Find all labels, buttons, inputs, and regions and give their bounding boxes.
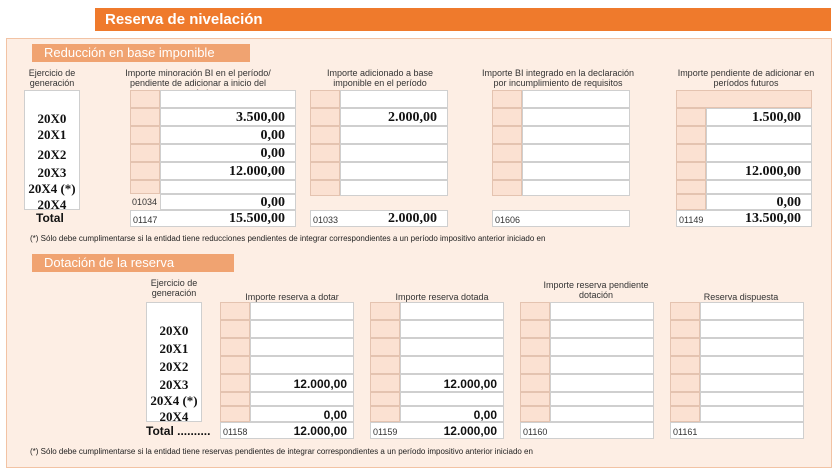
value-cell[interactable]	[550, 320, 654, 338]
section-title-reduccion: Reducción en base imponible	[32, 44, 250, 62]
year-label: 20X2	[37, 147, 67, 162]
value-cell[interactable]	[400, 392, 504, 406]
value-cell[interactable]: 0,00	[400, 406, 504, 422]
value-cell[interactable]	[550, 356, 654, 374]
total-value[interactable]: 2.000,00	[388, 211, 437, 226]
field-code: 01147	[133, 215, 158, 225]
value-cell[interactable]	[550, 392, 654, 406]
value-cell[interactable]: 0,00	[160, 144, 296, 162]
field-code: 01606	[495, 215, 521, 225]
value-cell[interactable]	[550, 338, 654, 356]
value-cell[interactable]: 2.000,00	[340, 108, 448, 126]
total-value[interactable]: 12.000,00	[443, 424, 497, 438]
header-integrado: Importe BI integrado en la declaración por incumplimiento de requisitos	[481, 68, 635, 88]
header-reserva-dispuesta: Reserva dispuesta	[703, 292, 779, 302]
header-ejercicio: Ejercicio de generación	[28, 68, 76, 88]
field-code: 01161	[673, 427, 698, 437]
value-cell[interactable]	[700, 392, 804, 406]
value-cell[interactable]	[340, 162, 448, 180]
year-column	[24, 90, 80, 210]
field-code: 01159	[373, 427, 398, 437]
field-code: 01160	[523, 427, 548, 437]
value-cell[interactable]	[522, 144, 630, 162]
year-label: 20X3	[159, 377, 189, 392]
value-cell[interactable]	[400, 338, 504, 356]
value-cell[interactable]	[340, 180, 448, 196]
value-cell[interactable]: 12.000,00	[160, 162, 296, 180]
total-label: Total ..........	[146, 424, 211, 438]
header-minoracion: Importe minoración BI en el período/ pendiente de adicionar a inicio del	[125, 68, 271, 88]
header-pendiente: Importe pendiente de adicionar en períodos futuros	[677, 68, 815, 88]
total-row-dotar	[220, 422, 354, 439]
value-cell[interactable]	[700, 338, 804, 356]
value-cell[interactable]	[706, 180, 812, 194]
value-cell[interactable]: 3.500,00	[160, 108, 296, 126]
value-cell[interactable]: 0,00	[706, 194, 812, 210]
value-cell[interactable]	[700, 356, 804, 374]
year-label: 20X3	[37, 165, 67, 180]
value-cell[interactable]	[700, 320, 804, 338]
value-cell[interactable]	[522, 126, 630, 144]
value-cell[interactable]	[250, 392, 354, 406]
value-cell[interactable]	[340, 126, 448, 144]
value-cell[interactable]	[250, 356, 354, 374]
value-cell[interactable]	[522, 180, 630, 196]
header-ejercicio: Ejercicio de generación	[150, 278, 198, 298]
value-cell[interactable]	[550, 374, 654, 392]
value-cell[interactable]: 1.500,00	[706, 108, 812, 126]
value-cell[interactable]	[700, 374, 804, 392]
total-label: Total	[36, 211, 64, 225]
value-cell[interactable]: 12.000,00	[400, 374, 504, 392]
value-cell[interactable]	[400, 320, 504, 338]
section-title-dotacion: Dotación de la reserva	[32, 254, 234, 272]
field-code: 01158	[223, 427, 248, 437]
header-reserva-dotada: Importe reserva dotada	[395, 292, 489, 302]
header-reserva-dotar: Importe reserva a dotar	[245, 292, 339, 302]
year-label: 20X4 (*)	[150, 393, 198, 408]
value-cell[interactable]: 0,00	[160, 126, 296, 144]
total-value[interactable]: 15.500,00	[229, 211, 285, 226]
value-cell[interactable]: 0,00	[250, 406, 354, 422]
value-cell[interactable]	[706, 144, 812, 162]
value-cell[interactable]	[340, 144, 448, 162]
value-cell[interactable]	[250, 338, 354, 356]
total-row-adicionado	[310, 210, 448, 227]
total-row-pendiente-dotacion	[520, 422, 654, 439]
total-row-dotada	[370, 422, 504, 439]
footnote-reduccion: (*) Sólo debe cumplimentarse si la entidad tiene reducciones pendientes de integrar correspondientes a un período impositivo anterior iniciado en	[30, 234, 546, 243]
page-title: Reserva de nivelación	[95, 8, 831, 31]
year-label: 20X0	[37, 111, 67, 126]
total-row-integrado	[492, 210, 630, 227]
value-cell[interactable]	[706, 126, 812, 144]
header-pendiente-dotacion: Importe reserva pendiente dotación	[543, 280, 649, 300]
total-row-pendiente	[676, 210, 812, 227]
year-label: 20X2	[159, 359, 189, 374]
value-cell[interactable]: 12.000,00	[706, 162, 812, 180]
total-row-minoracion	[130, 210, 296, 227]
header-adicionado: Importe adicionado a base imponible en el período	[326, 68, 434, 88]
value-cell[interactable]: 0,00	[160, 194, 296, 210]
value-cell[interactable]	[522, 162, 630, 180]
value-cell[interactable]: 12.000,00	[250, 374, 354, 392]
value-cell[interactable]	[160, 180, 296, 194]
total-value[interactable]: 13.500,00	[745, 211, 801, 226]
year-label: 20X4 (*)	[28, 181, 76, 196]
year-label: 20X1	[159, 341, 189, 356]
value-cell[interactable]	[250, 320, 354, 338]
year-column	[146, 302, 202, 422]
year-label: 20X0	[159, 323, 189, 338]
value-cell[interactable]	[550, 406, 654, 422]
value-cell[interactable]	[522, 108, 630, 126]
total-value[interactable]: 12.000,00	[293, 424, 347, 438]
field-code: 01034	[132, 197, 158, 207]
year-label: 20X4	[159, 409, 189, 424]
value-cell[interactable]	[400, 356, 504, 374]
field-code: 01033	[313, 215, 339, 225]
field-code: 01149	[679, 215, 704, 225]
value-cell[interactable]	[700, 406, 804, 422]
footnote-dotacion: (*) Sólo debe cumplimentarse si la entidad tiene reservas pendientes de integrar correspondientes a un período impositivo anterior iniciado en	[30, 447, 533, 456]
year-label: 20X1	[37, 127, 67, 142]
year-label: 20X4	[37, 197, 67, 212]
total-row-dispuesta	[670, 422, 804, 439]
